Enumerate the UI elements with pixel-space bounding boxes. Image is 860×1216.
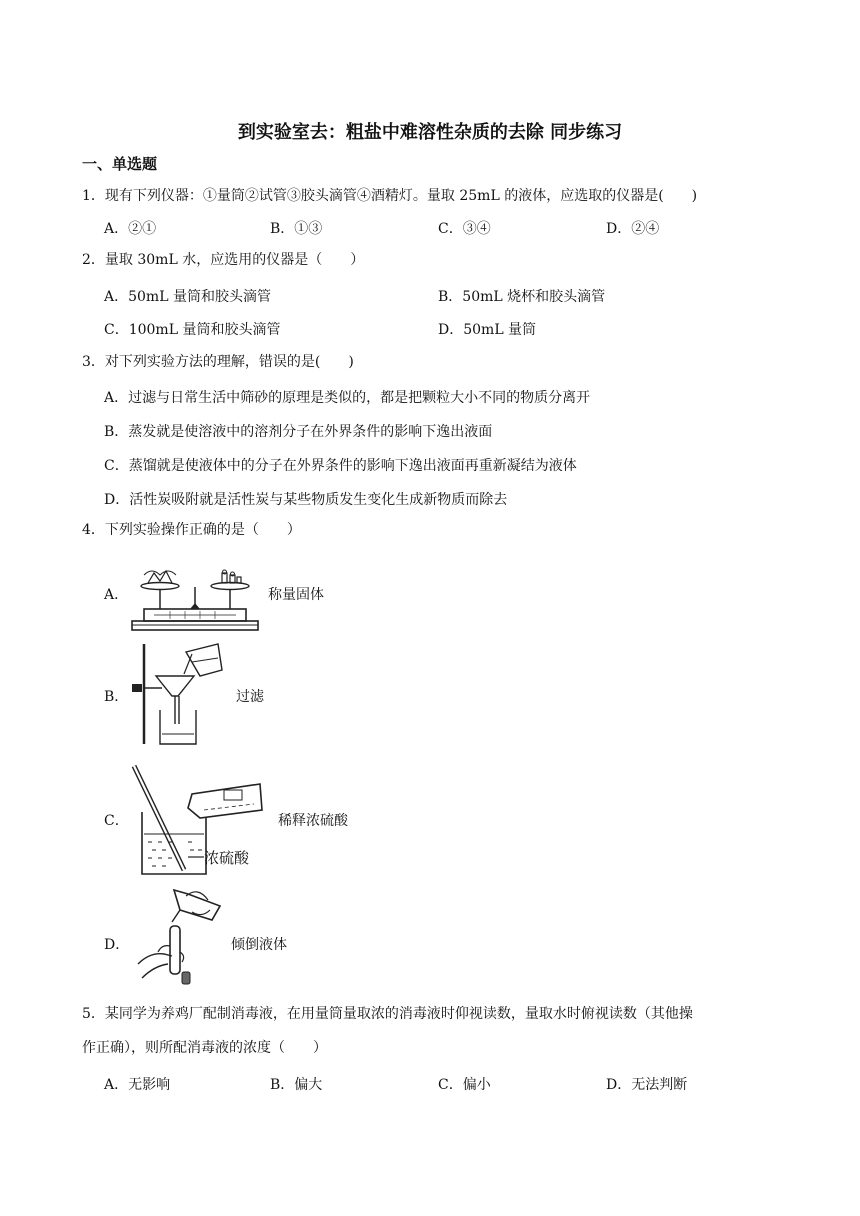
option-b[interactable]: B．①③: [270, 221, 323, 237]
figure-caption: 稀释浓硫酸: [278, 813, 348, 829]
option-d[interactable]: D．: [104, 937, 130, 953]
question-3-stem: 3．对下列实验方法的理解，错误的是( ): [82, 354, 354, 370]
question-3-option-c: [104, 455, 784, 475]
question-3-option-a: [104, 387, 784, 407]
question-4-stem: 4．下列实验操作正确的是（ ）: [82, 522, 301, 538]
question-5-options: [104, 1074, 784, 1094]
option-a[interactable]: A．: [104, 587, 129, 603]
figure-caption: 称量固体: [268, 587, 324, 603]
option-a[interactable]: A．②①: [104, 221, 157, 237]
question-1-stem: 1．现有下列仪器：①量筒②试管③胶头滴管④酒精灯。量取 25mL 的液体，应选取的仪器是( ): [82, 188, 698, 204]
question-3-option-b: [104, 421, 784, 441]
filtration-figure: [126, 640, 226, 746]
section-heading: 一、单选题: [82, 155, 158, 173]
question-2-options-row-2: [104, 319, 784, 339]
option-b[interactable]: B．: [104, 689, 129, 705]
figure-caption: 倾倒液体: [231, 937, 287, 953]
question-2-stem: 2．量取 30mL 水，应选用的仪器是（ ）: [82, 252, 365, 268]
option-b[interactable]: B．偏大: [270, 1077, 323, 1093]
question-3-option-d: [104, 489, 784, 509]
question-5-stem-line-1: 5．某同学为养鸡厂配制消毒液，在用量筒量取浓的消毒液时仰视读数，量取水时俯视读数（其他操: [82, 1006, 693, 1022]
option-c[interactable]: C．: [104, 813, 129, 829]
option-d[interactable]: D．活性炭吸附就是活性炭与某些物质发生变化生成新物质而除去: [104, 492, 508, 508]
figure-caption: 过滤: [236, 689, 264, 705]
balance-figure: [130, 553, 260, 633]
dilution-figure: [128, 762, 268, 876]
option-d[interactable]: D．无法判断: [606, 1077, 688, 1093]
option-b[interactable]: B．50mL 烧杯和胶头滴管: [438, 289, 606, 305]
option-c[interactable]: C．蒸馏就是使液体中的分子在外界条件的影响下逸出液面再重新凝结为液体: [104, 458, 577, 474]
option-a[interactable]: A．无影响: [104, 1077, 171, 1093]
option-c[interactable]: C．100mL 量筒和胶头滴管: [104, 322, 281, 338]
question-5-stem-line-2: 作正确），则所配消毒液的浓度（ ）: [82, 1040, 327, 1056]
option-a[interactable]: A．过滤与日常生活中筛砂的原理是类似的，都是把颗粒大小不同的物质分离开: [104, 390, 591, 406]
option-c[interactable]: C．偏小: [438, 1077, 491, 1093]
option-b[interactable]: B．蒸发就是使溶液中的溶剂分子在外界条件的影响下逸出液面: [104, 424, 493, 440]
question-2-options-row-1: [104, 286, 784, 306]
option-a[interactable]: A．50mL 量筒和胶头滴管: [104, 289, 271, 305]
pouring-figure: [128, 886, 228, 990]
question-1-options: [104, 218, 784, 238]
option-c[interactable]: C．③④: [438, 221, 491, 237]
figure-label-conc-acid: 浓硫酸: [204, 849, 250, 867]
option-d[interactable]: D．50mL 量筒: [438, 322, 537, 338]
page-title: 到实验室去：粗盐中难溶性杂质的去除 同步练习: [237, 122, 623, 143]
option-d[interactable]: D．②④: [606, 221, 660, 237]
